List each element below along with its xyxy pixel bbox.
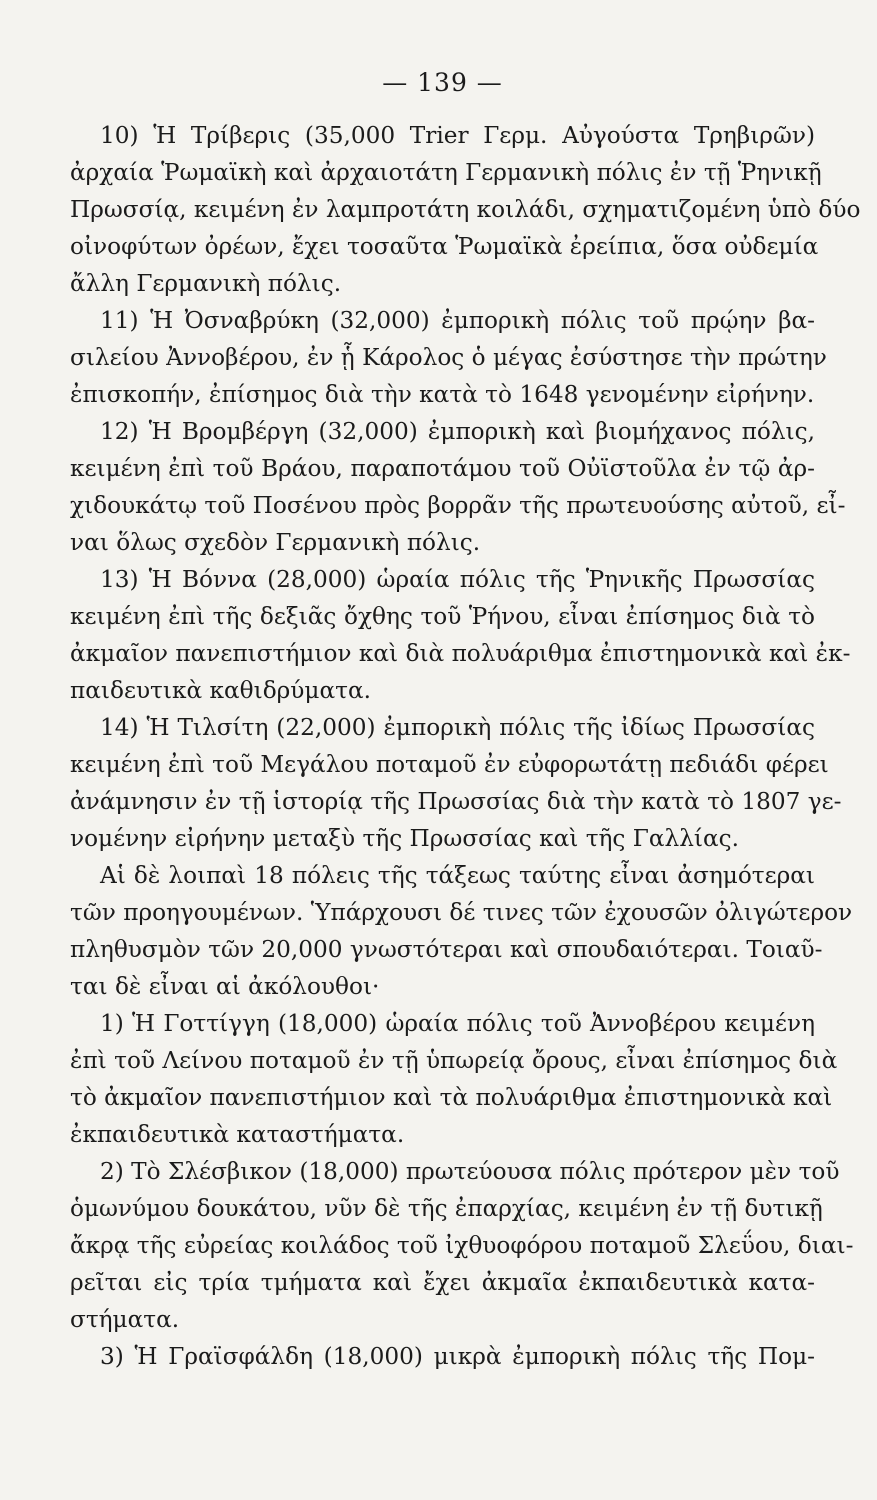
text-line: 3) Ἡ Γραϊσφάλδη (18,000) μικρὰ ἐμπορικὴ πόλις τῆς Πομ- [100, 1343, 815, 1370]
text-line: ἄλλη Γερμανικὴ πόλις. [70, 270, 342, 297]
paragraph [70, 561, 851, 709]
text-line: στήματα. [70, 1306, 180, 1333]
text-line: ναι ὅλως σχεδὸν Γερμανικὴ πόλις. [70, 529, 481, 556]
text-line: ἄκρᾳ τῆς εὐρείας κοιλάδος τοῦ ἰχθυοφόρου ποταμοῦ Σλεΰου, διαι- [70, 1232, 854, 1259]
text-line: ἐκπαιδευτικὰ καταστήματα. [70, 1121, 405, 1148]
paragraph [70, 709, 842, 857]
text-line: ἐπὶ τοῦ Λείνου ποταμοῦ ἐν τῇ ὑπωρείᾳ ὄρους, εἶναι ἐπίσημος διὰ [70, 1047, 838, 1074]
text-line: νομένην εἰρήνην μεταξὺ τῆς Πρωσσίας καὶ τῆς Γαλλίας. [70, 825, 740, 852]
paragraph [70, 413, 846, 561]
text-line: κειμένη ἐπὶ τῆς δεξιᾶς ὄχθης τοῦ Ῥήνου, εἶναι ἐπίσημος διὰ τὸ [70, 603, 815, 630]
text-line: τῶν προηγουμένων. Ὑπάρχουσι δέ τινες τῶν ἐχουσῶν ὀλιγώτερον [70, 899, 853, 926]
text-line: ρεῖται εἰς τρία τμήματα καὶ ἔχει ἀκμαῖα ἐκπαιδευτικὰ κατα- [70, 1269, 815, 1296]
paragraph [70, 1338, 815, 1375]
text-line: ὁμωνύμου δουκάτου, νῦν δὲ τῆς ἐπαρχίας, κειμένη ἐν τῇ δυτικῇ [70, 1195, 823, 1222]
paragraph [70, 302, 827, 413]
text-line: ἐπισκοπήν, ἐπίσημος διὰ τὴν κατὰ τὸ 1648 γενομένην εἰρήνην. [70, 381, 815, 408]
text-line: ἀκμαῖον πανεπιστήμιον καὶ διὰ πολυάριθμα ἐπιστημονικὰ καὶ ἐκ- [70, 640, 851, 667]
text-line: οἰνοφύτων ὀρέων, ἔχει τοσαῦτα Ῥωμαϊκὰ ἐρείπια, ὅσα οὐδεμία [70, 233, 819, 260]
text-line: παιδευτικὰ καθιδρύματα. [70, 677, 371, 704]
text-line: ἀνάμνησιν ἐν τῇ ἱστορίᾳ τῆς Πρωσσίας διὰ τὴν κατὰ τὸ 1807 γε- [70, 788, 842, 815]
text-line: 13) Ἡ Βόννα (28,000) ὡραία πόλις τῆς Ῥηνικῆς Πρωσσίας [100, 566, 815, 593]
paragraph [70, 117, 861, 302]
text-line: 12) Ἡ Βρομβέργη (32,000) ἐμπορικὴ καὶ βιομήχανος πόλις, [100, 418, 815, 445]
text-line: 2) Τὸ Σλέσβικον (18,000) πρωτεύουσα πόλις πρότερον μὲν τοῦ [100, 1158, 840, 1185]
paragraph [70, 1005, 838, 1153]
text-line: Αἱ δὲ λοιπαὶ 18 πόλεις τῆς τάξεως ταύτης εἶναι ἀσημότεραι [100, 862, 815, 889]
text-line: 11) Ἡ Ὀσναβρύκη (32,000) ἐμπορικὴ πόλις τοῦ πρῴην βα- [100, 307, 815, 334]
page-number: — 139 — [382, 68, 503, 97]
text-line: ἀρχαία Ῥωμαϊκὴ καὶ ἀρχαιοτάτη Γερμανικὴ πόλις ἐν τῇ Ῥηνικῇ [70, 159, 822, 186]
text-line: Πρωσσίᾳ, κειμένη ἐν λαμπροτάτη κοιλάδι, σχηματιζομένη ὑπὸ δύο [70, 196, 861, 223]
text-line: ται δὲ εἶναι αἱ ἀκόλουθοι· [70, 973, 380, 1000]
text-line: 10) Ἡ Τρίβερις (35,000 Trier Γερμ. Αὐγούστα Τρηβιρῶν) [100, 122, 815, 149]
text-line: κειμένη ἐπὶ τοῦ Βράου, παραποτάμου τοῦ Οὐϊστοῦλα ἐν τῷ ἀρ- [70, 455, 815, 482]
text-line: πληθυσμὸν τῶν 20,000 γνωστότεραι καὶ σπουδαιότεραι. Τοιαῦ- [70, 936, 823, 963]
text-line: τὸ ἀκμαῖον πανεπιστήμιον καὶ τὰ πολυάριθμα ἐπιστημονικὰ καὶ [70, 1084, 833, 1111]
paragraph [70, 857, 853, 1005]
text-line: 14) Ἡ Τιλσίτη (22,000) ἐμπορικὴ πόλις τῆς ἰδίως Πρωσσίας [100, 714, 815, 741]
paragraph [70, 1153, 854, 1338]
text-line: κειμένη ἐπὶ τοῦ Μεγάλου ποταμοῦ ἐν εὐφορωτάτῃ πεδιάδι φέρει [70, 751, 829, 778]
text-line: σιλείου Ἀννοβέρου, ἐν ᾗ Κάρολος ὁ μέγας ἐσύστησε τὴν πρώτην [70, 344, 827, 371]
body-text [70, 117, 861, 1375]
text-line: 1) Ἡ Γοττίγγη (18,000) ὡραία πόλις τοῦ Ἀννοβέρου κειμένη [100, 1010, 815, 1037]
text-line: χιδουκάτῳ τοῦ Ποσένου πρὸς βορρᾶν τῆς πρωτευούσης αὐτοῦ, εἶ- [70, 492, 846, 519]
